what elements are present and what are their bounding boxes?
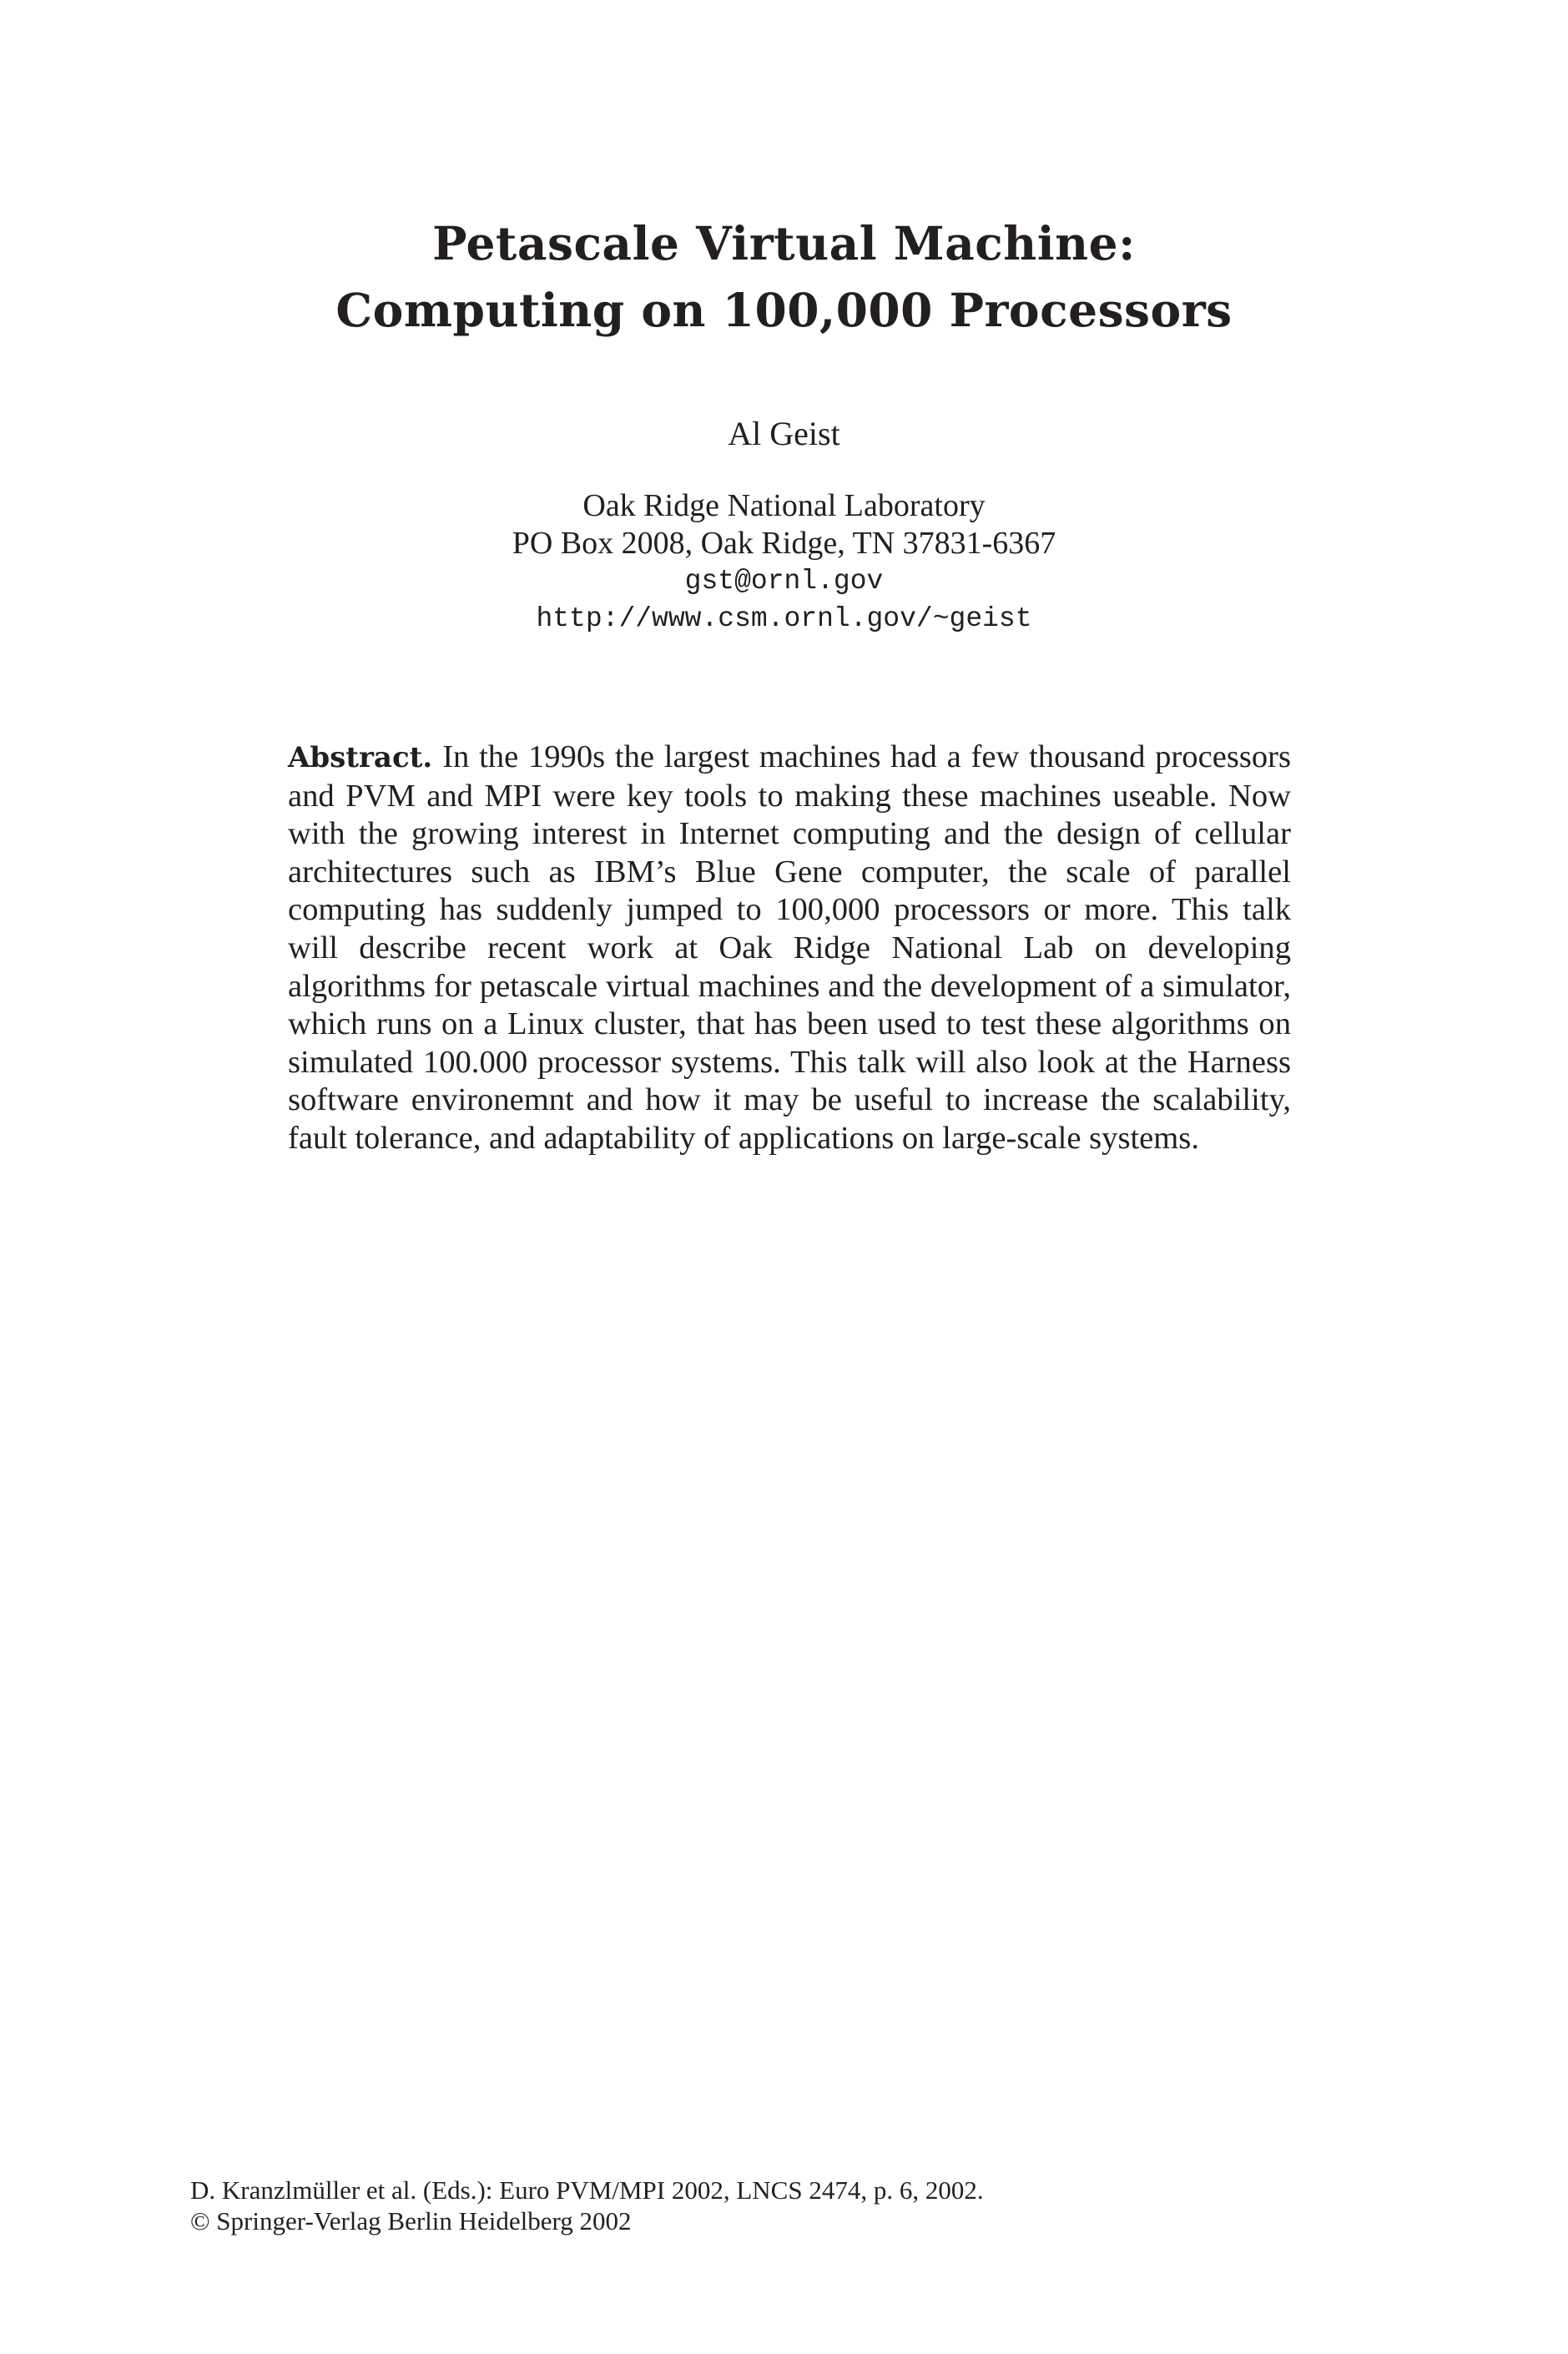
title-line-1: Petascale Virtual Machine: [432,216,1136,270]
abstract-label: Abstract. [288,741,433,774]
citation-line: D. Kranzlmüller et al. (Eds.): Euro PVM/MPI 2002, LNCS 2474, p. 6, 2002. [190,2175,984,2205]
address: PO Box 2008, Oak Ridge, TN 37831-6367 [512,526,1056,561]
homepage-url: http://www.csm.ornl.gov/~geist [536,603,1032,634]
abstract-text: In the 1990s the largest machines had a few thousand processors and PVM and MPI were key tools to making these machines useable. Now with the growing interest in Internet computing and the design of cellular architectures such as IBM’s Blue Gene computer, the scale of parallel computing has suddenly jumped to 100,000 processors or more. This talk will describe recent work at Oak Ridge National Lab on developing algorithms for petascale virtual machines and the development of a simulator, which runs on a Linux cluster, that has been used to test these algorithms on simulated 100.000 processor systems. This talk will also look at the Harness software environemnt and how it may be useful to increase the scalability, fault tolerance, and adaptability of applications on large-scale systems. [288,739,1291,1156]
email: gst@ornl.gov [684,566,884,597]
copyright-line: © Springer-Verlag Berlin Heidelberg 2002 [190,2206,632,2236]
title-line-2: Computing on 100,000 Processors [335,283,1233,337]
publication-footer [190,2175,984,2236]
institution: Oak Ridge National Laboratory [582,488,986,523]
affiliation-block [0,487,1568,638]
author-name: Al Geist [728,415,840,452]
abstract [288,738,1291,1158]
paper-title [0,210,1568,344]
